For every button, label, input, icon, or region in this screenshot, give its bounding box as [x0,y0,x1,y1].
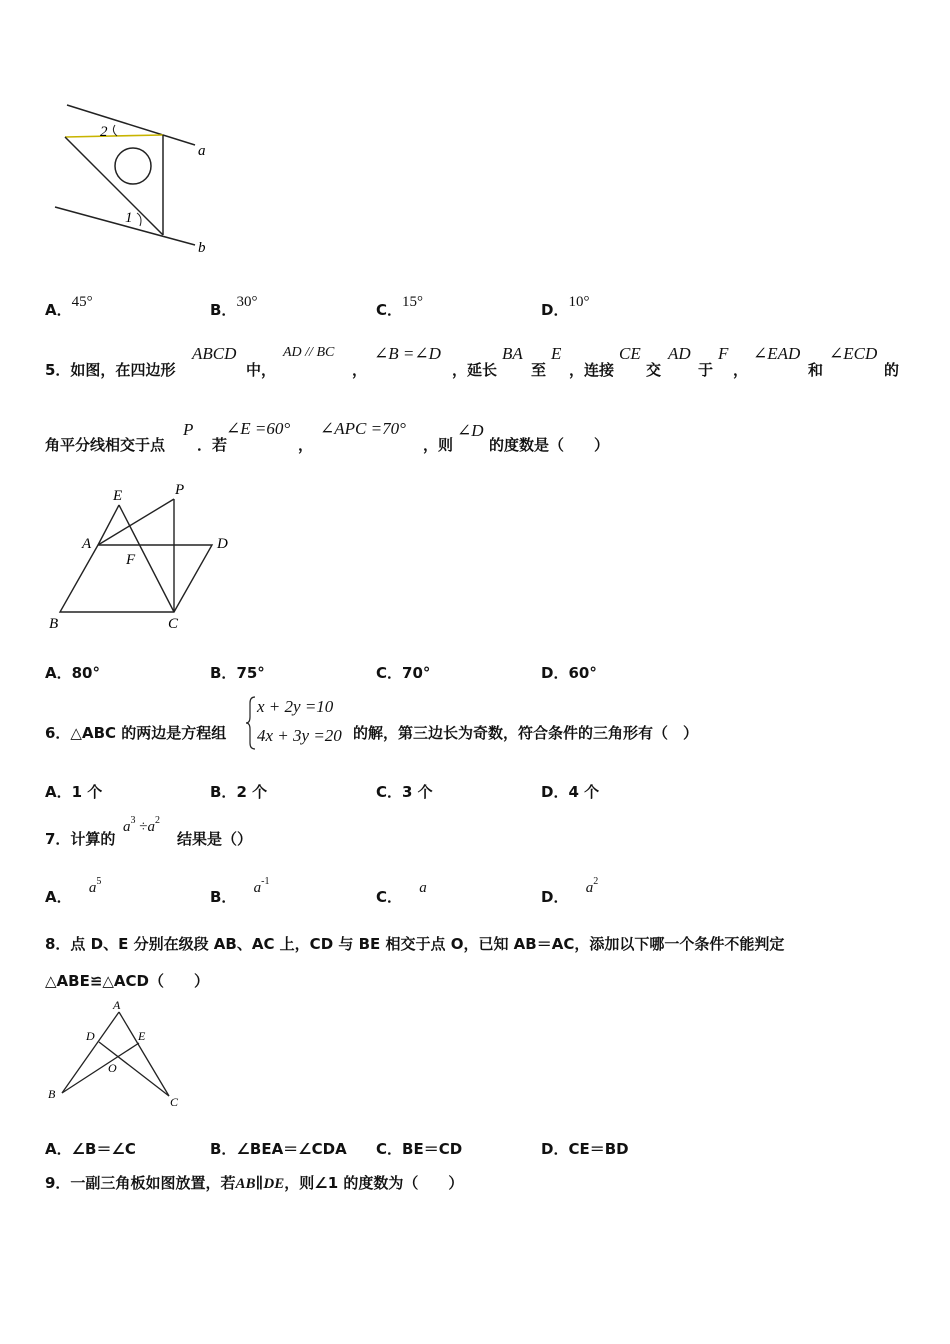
q5-yu: 于 [698,361,714,379]
q5-parallel: AD // BC [283,345,335,360]
q7-suffix: 结果是（） [177,830,253,848]
q5-option-c[interactable]: C．70° [376,664,431,682]
angle1-arc [137,213,141,226]
triangle-hole [115,148,151,184]
q9-prefix: 9．一副三角板如图放置，若 [45,1174,236,1192]
label-angle1: 1 [125,210,133,226]
q5-comma1: ， [352,361,368,379]
q8-option-a[interactable]: A．∠B＝∠C [45,1140,136,1158]
label-a: A [82,536,92,552]
figure-q4 [45,95,225,265]
label-angle2: 2 [100,124,108,140]
q5-zhi: 至 [531,361,547,379]
label-b: b [198,240,206,256]
q5-comma2: ， [733,361,749,379]
label-c: C [170,1095,179,1109]
label-f: F [126,552,136,568]
q6-equation-1: x + 2y =10 [257,697,334,716]
q5-e: E [551,344,562,363]
q4-option-c[interactable]: C．15° [376,294,424,319]
q5-abcd: ABCD [192,344,237,363]
label-b: B [48,1087,56,1101]
q5-suffix: 的度数是（ ） [489,436,610,454]
segment-ab [62,1012,119,1093]
brace-icon [245,695,257,751]
q9-line [45,1172,463,1193]
q5-de: 的 [884,361,900,379]
q7-expression [123,815,160,836]
q6-option-a[interactable]: A．1 个 [45,783,103,801]
q5-ruo: ．若 [197,436,228,454]
label-b: B [49,616,59,632]
label-c: C [168,616,179,632]
q5-option-b[interactable]: B．75° [210,664,265,682]
q5-he: 和 [808,361,824,379]
q8-line1: 8．点 D、E 分别在级段 AB、AC 上，CD 与 BE 相交于点 O，已知 AB＝AC，添加以下哪一个条件不能判定 [45,935,785,953]
triangle-hyp [65,137,163,235]
label-d: D [86,1029,95,1043]
line-a [67,105,195,145]
q9-abde: AB∥DE [235,1176,285,1192]
q5-comma3: ， [298,436,314,454]
label-d: D [217,536,228,552]
q5-option-a[interactable]: A．80° [45,664,100,682]
q5-ecd: ∠ECD [829,344,878,363]
q4-option-b[interactable]: B．30° [210,294,258,319]
q5-e60: ∠E =60° [226,419,291,438]
label-e: E [138,1029,146,1043]
label-e: E [113,488,123,504]
q5-d: ∠D [457,421,484,440]
q5-line2-prefix: 角平分线相交于点 [45,436,166,454]
segment-be [62,1043,139,1093]
label-o: O [108,1061,117,1075]
q5-ad: AD [668,344,691,363]
q5-f: F [718,344,729,363]
q6-option-d[interactable]: D．4 个 [541,783,600,801]
q5-angles: ∠B =∠D [374,344,441,363]
q5-ce: CE [619,344,641,363]
q7-option-c[interactable]: C． a [376,880,427,906]
q7-prefix: 7．计算的 [45,830,116,848]
q4-option-d[interactable]: D．10° [541,294,590,319]
figure-q5 [42,478,242,638]
q7-op: ÷ [139,819,148,835]
q4-option-a[interactable]: A．45° [45,294,93,319]
q5-p: P [183,420,194,439]
label-p: P [175,482,185,498]
q6-equation-2: 4x + 3y =20 [257,726,342,745]
q5-yanchang: ，延长 [452,361,498,379]
q7-option-b[interactable]: B． $a^{-1}$ [210,876,270,906]
q5-ze: ，则 [423,436,454,454]
angle2-arc [113,125,117,136]
triangle-top-edge [65,135,163,137]
q8-line2: △ABE≌△ACD（ ） [45,972,209,990]
q8-option-d[interactable]: D．CE＝BD [541,1140,629,1158]
q8-option-c[interactable]: C．BE＝CD [376,1140,463,1158]
q7-option-d[interactable]: D． $a^2$ [541,876,599,906]
q7-exp2: 2 [154,815,160,826]
q6-suffix: 的解，第三边长为奇数，符合条件的三角形有（ ） [353,724,699,742]
q5-apc: ∠APC =70° [320,419,406,438]
q5-ba: BA [502,344,523,363]
q7-base1: a [123,819,131,835]
q6-option-c[interactable]: C．3 个 [376,783,433,801]
parallelogram-abcd [60,545,212,612]
q7-exp1: 3 [130,815,136,826]
q7-base2: a [147,819,155,835]
segment-ac [119,1012,169,1096]
q5-prefix: 5．如图，在四边形 [45,361,176,379]
label-a: A [113,998,121,1012]
q6-option-b[interactable]: B．2 个 [210,783,268,801]
q5-ead: ∠EAD [753,344,801,363]
q5-jiao: 交 [646,361,662,379]
q5-lianjie: ，连接 [569,361,615,379]
figure-q8 [42,998,192,1110]
q9-suffix: ，则∠1 的度数为（ ） [284,1174,464,1192]
q8-option-b[interactable]: B．∠BEA＝∠CDA [210,1140,347,1158]
q7-option-a[interactable]: A． $a^5$ [45,876,102,906]
q6-prefix: 6．△ABC 的两边是方程组 [45,724,227,742]
q5-option-d[interactable]: D．60° [541,664,597,682]
q5-zhong: 中， [246,361,277,379]
label-a: a [198,143,206,159]
